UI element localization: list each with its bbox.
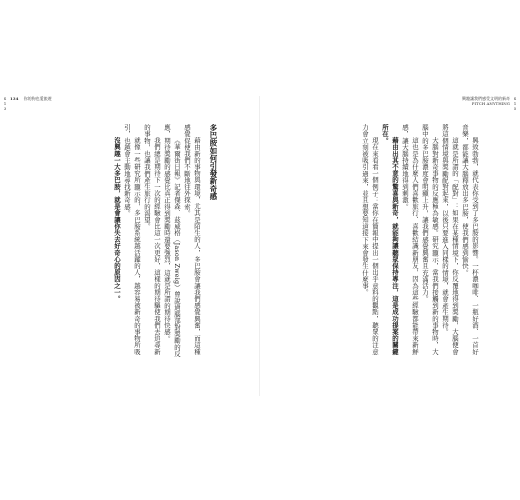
paragraph: 大腦對新奇事物的反應極為敏感。研究顯示，當我們接觸到新的事物時，大腦中的多巴胺濃度會明顯上升，讓我們感覺興奮且充滿活力。: [421, 124, 439, 355]
right-page-body: [294, 124, 480, 358]
paragraph-emphasis: 沒興趣一大多巴胺，就是會讓你失去好奇心的原因之一。: [113, 136, 121, 302]
right-page-header: [462, 96, 510, 106]
left-page: [0, 96, 260, 396]
paragraph: 藉由新的事物與環境，尤其是陌生的人，多巴胺會讓我們感覺興奮，而這種感覺促使我們不斷地往外探索。: [183, 124, 201, 355]
book-spread: [0, 96, 520, 396]
paragraph: 我們總是期待下一次的經驗會比這一次更好，這樣的期待驅使我們去追尋新的事物，也讓我們產生旅行的渴望。: [143, 124, 161, 355]
chapter-title: 興趣讓我們感受文明的新奇: [462, 96, 510, 101]
paragraph: 就像一些研究所顯示的，多巴胺系統越活躍的人，越容易被新奇的事物所吸引，也越會主動地尋找新奇感。: [123, 124, 141, 355]
paragraph: 現在來看看一個例子：當你在簡報中提出一個出乎意料的觀點，聽眾的注意力會立刻被吸引過來，並且想要知道接下來會發生什麼事。: [361, 124, 379, 355]
book-title: 你的狗也愛旅遊: [23, 96, 52, 101]
paragraph-emphasis: 藉由出其不意的驚喜與新奇，就能夠讓聽眾保持專注，這是成功提案的關鍵所在。: [381, 124, 399, 355]
left-page-body: [32, 124, 222, 358]
right-page-marker: S 1 5: [513, 96, 517, 111]
page-number: 134: [10, 96, 19, 101]
paragraph: 這也是為什麼人們喜歡旅行、喜歡結識新朋友，因為這些經驗都能帶來新鮮感，讓大腦持續地得到刺激。: [401, 124, 419, 355]
paragraph: 《華爾街日報》記者傑森．茲威格（Jason Zweig）曾說過腦部對獎勵的反應，期待獎勵的感覺比真正得到獎勵時還要強烈，這就是所謂的期待快感。: [163, 124, 181, 357]
paragraph: 興致勃勃，就代表你受到了多巴胺的影響。一杯濃咖啡、一瓶好酒、一首好音樂，都能讓大腦釋放出多巴胺，使我們感到愉快。: [461, 124, 479, 355]
right-page: [260, 96, 520, 396]
book-english-title: PITCH ANYTHING: [471, 101, 510, 106]
paragraph: 這就是所謂的「配對」：如果在某種情境下，你反覆地得到獎勵，大腦便會將這個情境與獎勵配對起來，以後只要進入同樣的情境，就會產生期待。: [441, 124, 459, 355]
left-page-header: [10, 96, 52, 102]
section-heading: 多巴胺如何引發新奇感: [209, 124, 218, 200]
left-page-marker: S 1 3: [3, 96, 7, 111]
